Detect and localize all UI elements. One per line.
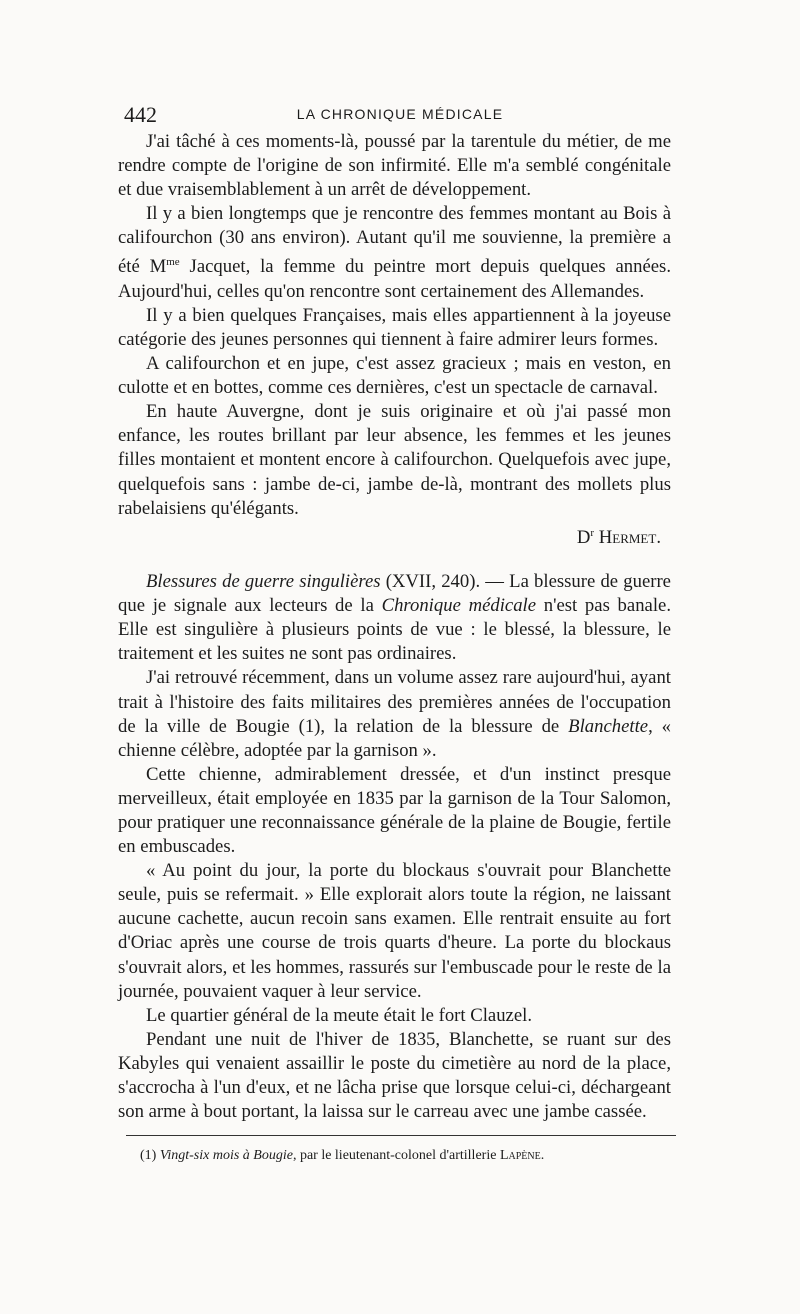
paragraph: J'ai tâché à ces moments-là, poussé par la tarentule du métier, de me rendre compte de l'origine de son infirmité. Elle m'a semblé congénitale et due vraisemblablement à un arrêt de développement. (118, 131, 671, 201)
footnote: (1) Vingt-six mois à Bougie, par le lieutenant-colonel d'artillerie Lapène. (140, 1148, 545, 1163)
page-number: 442 (124, 102, 157, 127)
paragraph: Blessures de guerre singulières (XVII, 240). — La blessure de guerre que je signale aux lecteurs de la Chronique médicale n'est pas banale. Elle est singulière à plusieurs points de vue : le blessé, la blessure, le traitement et les suites ne sont pas ordinaires. (118, 571, 671, 665)
paragraph: Pendant une nuit de l'hiver de 1835, Blanchette, se ruant sur des Kabyles qui venaient assaillir le poste du cimetière au nord de la place, s'accrocha à l'un d'eux, et ne lâcha prise que lorsque celui-ci, déchargeant son arme à bout portant, la laissa sur le carreau avec une jambe cassée. (118, 1028, 671, 1123)
paragraph: Cette chienne, admirablement dressée, et d'un instinct presque merveilleux, était employée en 1835 par la garnison de la Tour Salomon, pour pratiquer une reconnaissance générale de la plaine de Bougie, fertile en embuscades. (118, 763, 671, 858)
author-signature: $D^r$ Hermet. (576, 526, 661, 548)
paragraph: Il y a bien longtemps que je rencontre des femmes montant au Bois à califourchon (30 ans environ). Autant qu'il me souvienne, la première a été $M^{me}$ Jacquet, la femme du peintre mort depuis quelques années. Aujourd'hui, celles qu'on rencontre sont certainement des Allemandes. (118, 203, 671, 302)
paragraph: J'ai retrouvé récemment, dans un volume assez rare aujourd'hui, ayant trait à l'histoire des faits militaires des premières années de l'occupation de la ville de Bougie (1), la relation de la blessure de Blanchette, « chienne célèbre, adoptée par la garnison ». (118, 667, 672, 761)
footnote-divider (126, 1135, 676, 1136)
paragraph: En haute Auvergne, dont je suis originaire et où j'ai passé mon enfance, les routes brillant par leur absence, les femmes et les jeunes filles montaient et montent encore à califourchon. Quelquefois avec jupe, quelquefois sans : jambe de-ci, jambe de-là, montrant des mollets plus rabelaisiens qu'élégants. (118, 401, 671, 519)
paragraph: Le quartier général de la meute était le fort Clauzel. (146, 1004, 533, 1026)
paragraph: Il y a bien quelques Françaises, mais elles appartiennent à la joyeuse catégorie des jeunes personnes qui tiennent à faire admirer leurs formes. (118, 304, 671, 350)
page-body (118, 130, 671, 1124)
paragraph: A califourchon et en jupe, c'est assez gracieux ; mais en veston, en culotte et en bottes, comme ces dernières, c'est un spectacle de carnaval. (118, 353, 671, 399)
article-title: Blessures de guerre singulières (146, 571, 381, 593)
running-title: LA CHRONIQUE MÉDICALE (296, 106, 504, 122)
page-header (120, 100, 680, 130)
paragraph: « Au point du jour, la porte du blockaus s'ouvrait pour Blanchette seule, puis se refermait. » Elle explorait alors toute la région, ne laissant aucune cachette, aucun recoin sans examen. Elle rentrait ensuite au fort d'Oriac après une course de trois quarts d'heure. La porte du blockaus s'ouvrait alors, et les hommes, rassurés sur l'embuscade pour le reste de la journée, pouvaient vaquer à leur service. (118, 860, 671, 1002)
